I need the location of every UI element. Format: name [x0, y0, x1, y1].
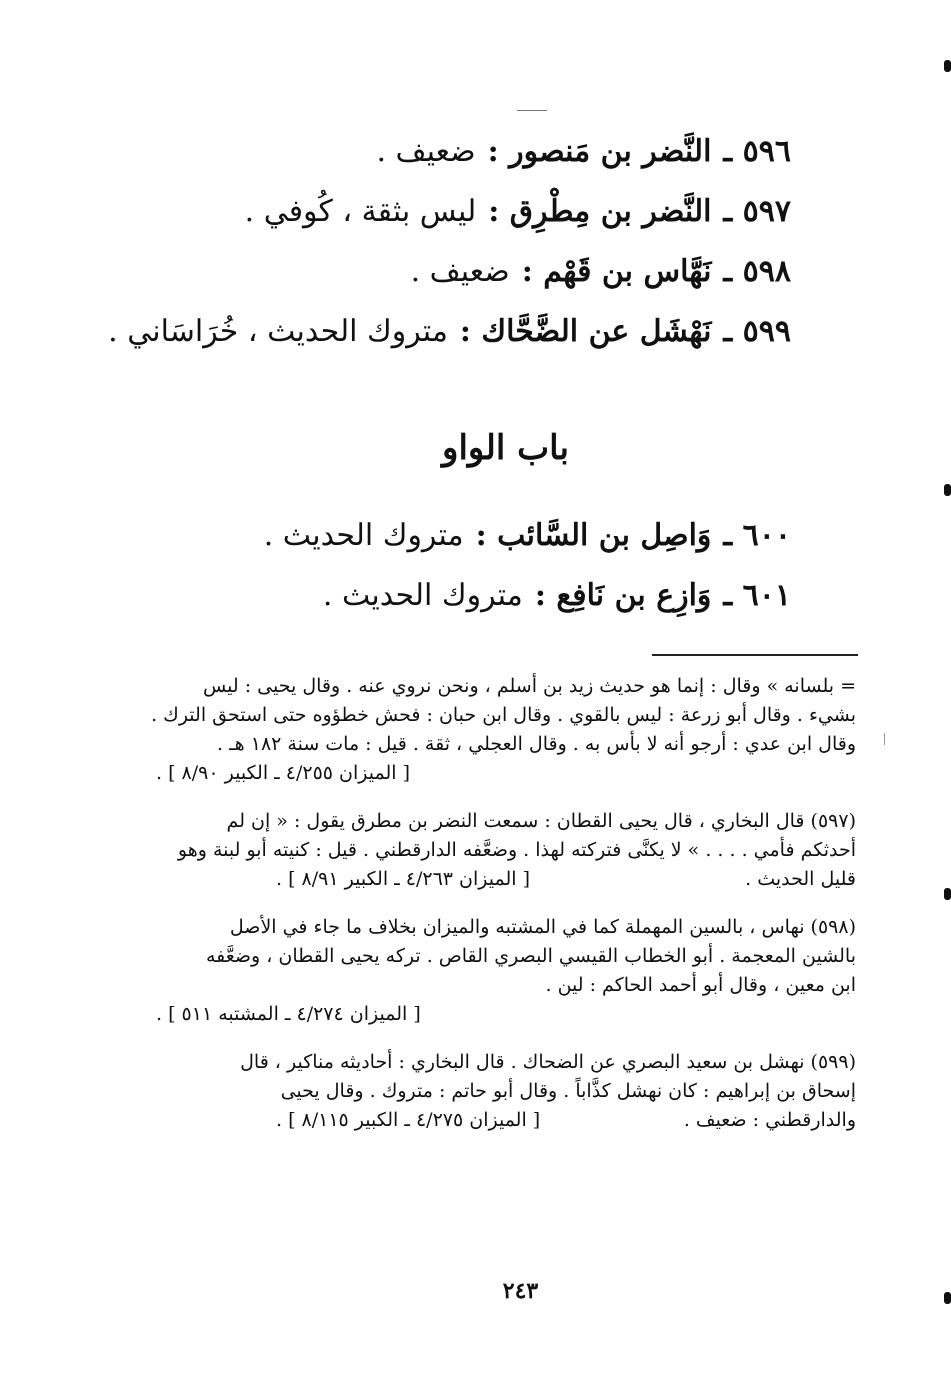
entry-598 — [151, 242, 791, 302]
entry-description: متروك الحديث ، خُرَاسَاني . — [108, 314, 448, 349]
entry-name: النَّضر بن مِطْرِق : — [488, 194, 712, 229]
entry-description: متروك الحديث . — [263, 518, 464, 553]
entry-601 — [151, 566, 791, 626]
entry-name: نَهْشَل عن الضَّحَّاك : — [459, 314, 712, 349]
page-number: ٢٤٣ — [502, 1278, 539, 1304]
footnote-line: أحدثكم فأمي . . . . » لا يكنَّى فتركته لهذا . وضعَّفه الدارقطني . قيل : كنيته أبو لبنة وهو — [177, 839, 856, 861]
footnote-line-with-ref — [156, 1106, 856, 1135]
footnote-line: = بلسانه » وقال : إنما هو حديث زيد بن أسلم ، ونحن نروي عنه . وقال يحيى : ليس — [202, 675, 856, 697]
entry-description: ضعيف . — [376, 134, 476, 169]
entry-596 — [151, 122, 791, 182]
scan-edge-mark — [944, 888, 951, 900]
entry-number: ٥٩٩ ـ — [723, 314, 791, 349]
top-rule — [517, 110, 547, 111]
footnote-line: (٥٩٨) نهاس ، بالسين المهملة كما في المشتبه والميزان بخلاف ما جاء في الأصل — [229, 916, 856, 938]
footnote-line: بشيء . وقال أبو زرعة : ليس بالقوي . وقال ابن حبان : فحش خطؤوه حتى استحق الترك . — [151, 704, 856, 726]
footnote-line: إسحاق بن إبراهيم : كان نهشل كذَّاباً . وقال أبو حاتم : متروك . وقال يحيى — [280, 1080, 856, 1102]
entry-number: ٥٩٨ ـ — [723, 254, 791, 289]
footnote-line: (٥٩٧) قال البخاري ، قال يحيى القطان : سمعت النضر بن مطرق يقول : « إن لم — [226, 810, 856, 832]
footnote-599 — [156, 1048, 856, 1135]
footnote-reference: [ الميزان ٤/٢٧٥ ـ الكبير ٨/١١٥ ] . — [276, 1109, 541, 1131]
entries-list-bottom — [151, 506, 791, 626]
footnote-reference: [ الميزان ٤/٢٥٥ ـ الكبير ٨/٩٠ ] . — [156, 762, 410, 784]
entry-599 — [108, 302, 791, 362]
footnote-598 — [156, 913, 856, 1029]
entry-description: ضعيف . — [410, 254, 510, 289]
entry-600 — [151, 506, 791, 566]
entry-597 — [151, 182, 791, 242]
footnotes — [151, 672, 856, 1154]
footnote-continued — [151, 672, 856, 788]
scan-edge-mark — [944, 484, 951, 496]
entry-number: ٦٠١ ـ — [723, 578, 791, 613]
entry-number: ٦٠٠ ـ — [723, 518, 791, 553]
scan-edge-mark — [944, 60, 951, 72]
footnote-text: قليل الحديث . — [745, 868, 856, 890]
entry-description: متروك الحديث . — [322, 578, 523, 613]
entry-description: ليس بثقة ، كُوفي . — [244, 194, 477, 229]
footnote-line: وقال ابن عدي : أرجو أنه لا بأس به . وقال العجلي ، ثقة . قيل : مات سنة ١٨٢ هـ . — [217, 733, 856, 755]
footnote-597 — [156, 807, 856, 894]
footnote-line: (٥٩٩) نهشل بن سعيد البصري عن الضحاك . قال البخاري : أحاديثه مناكير ، قال — [240, 1051, 856, 1073]
entry-name: وَازِع بن نَافِع : — [534, 578, 712, 613]
footnote-reference: [ الميزان ٤/٢٧٤ ـ المشتبه ٥١١ ] . — [156, 1003, 421, 1025]
entry-number: ٥٩٦ ـ — [723, 134, 791, 169]
chapter-title: باب الواو — [442, 428, 569, 468]
scan-tick-mark — [884, 733, 885, 745]
scan-edge-mark — [944, 1292, 951, 1304]
entry-name: وَاصِل بن السَّائب : — [475, 518, 712, 553]
footnote-line-with-ref — [156, 865, 856, 894]
entry-name: نَهَّاس بن قَهْم : — [521, 254, 712, 289]
entries-list-top — [108, 122, 791, 362]
footnote-line: بالشين المعجمة . أبو الخطاب القيسي البصري القاص . تركه يحيى القطان ، وضعَّفه — [205, 945, 856, 967]
footnote-line: ابن معين ، وقال أبو أحمد الحاكم : لين . — [545, 974, 856, 996]
entry-number: ٥٩٧ ـ — [723, 194, 791, 229]
footnotes-separator — [652, 654, 858, 656]
footnote-text: والدارقطني : ضعيف . — [683, 1109, 856, 1131]
footnote-reference: [ الميزان ٤/٢٦٣ ـ الكبير ٨/٩١ ] . — [276, 868, 530, 890]
entry-name: النَّضر بن مَنصور : — [487, 134, 712, 169]
